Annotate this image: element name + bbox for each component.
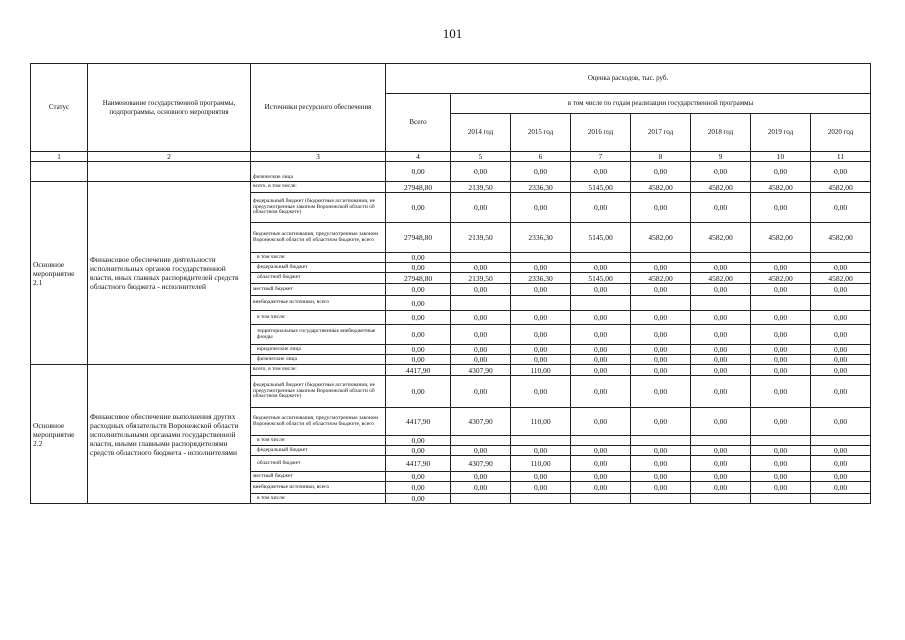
value-cell: 0,00	[811, 263, 871, 273]
source-cell: юридические лица	[251, 345, 386, 355]
value-cell: 4582,00	[631, 223, 691, 253]
value-cell	[451, 436, 511, 446]
value-cell: 0,00	[811, 162, 871, 182]
value-cell: 0,00	[691, 408, 751, 436]
value-cell: 0,00	[571, 408, 631, 436]
value-cell: 0,00	[571, 355, 631, 365]
value-cell	[631, 494, 691, 504]
budget-table	[30, 63, 871, 504]
header-year: 2018 год	[691, 114, 751, 152]
source-cell: бюджетные ассигнования, предусмотренные законом Воронежской области об областном бюджете, всего	[251, 223, 386, 253]
value-cell: 27948,80	[386, 182, 451, 193]
value-cell: 0,00	[811, 376, 871, 408]
value-cell	[511, 296, 571, 311]
value-cell: 4417,90	[386, 365, 451, 376]
value-cell	[571, 296, 631, 311]
value-cell: 0,00	[751, 482, 811, 494]
value-cell: 4582,00	[751, 182, 811, 193]
value-cell: 0,00	[751, 376, 811, 408]
value-cell: 0,00	[751, 325, 811, 345]
source-cell: федеральный бюджет (бюджетные ассигнования, не предусмотренные законом Воронежской области об областном бюджете)	[251, 193, 386, 223]
value-cell	[811, 296, 871, 311]
value-cell: 0,00	[691, 376, 751, 408]
source-cell: внебюджетные источники, всего	[251, 296, 386, 311]
value-cell: 4582,00	[631, 182, 691, 193]
value-cell: 4582,00	[811, 223, 871, 253]
source-cell: бюджетные ассигнования, предусмотренные законом Воронежской области об областном бюджете, всего	[251, 408, 386, 436]
value-cell: 0,00	[511, 345, 571, 355]
value-cell: 4307,90	[451, 408, 511, 436]
value-cell: 0,00	[386, 436, 451, 446]
value-cell: 0,00	[511, 472, 571, 482]
value-cell: 0,00	[571, 193, 631, 223]
table-row	[31, 162, 871, 182]
value-cell: 0,00	[811, 482, 871, 494]
value-cell: 0,00	[511, 446, 571, 456]
value-cell: 0,00	[691, 162, 751, 182]
value-cell: 110,00	[511, 408, 571, 436]
value-cell: 0,00	[511, 355, 571, 365]
value-cell: 0,00	[511, 482, 571, 494]
value-cell: 0,00	[571, 263, 631, 273]
value-cell: 0,00	[386, 376, 451, 408]
value-cell: 2139,50	[451, 223, 511, 253]
value-cell: 0,00	[631, 408, 691, 436]
status-cell: Основное мероприятие 2.2	[31, 365, 88, 504]
value-cell: 0,00	[451, 162, 511, 182]
value-cell: 0,00	[451, 345, 511, 355]
column-index-row	[31, 152, 871, 162]
value-cell: 0,00	[451, 376, 511, 408]
value-cell: 0,00	[691, 345, 751, 355]
source-cell: местный бюджет	[251, 472, 386, 482]
value-cell: 0,00	[571, 311, 631, 325]
value-cell: 0,00	[386, 284, 451, 296]
value-cell: 0,00	[811, 446, 871, 456]
value-cell	[751, 436, 811, 446]
value-cell: 27948,80	[386, 223, 451, 253]
name-cell: Финансовое обеспечение деятельности исполнительных органов государственной власти, иных главных распорядителей средств областного бюджета - исполнителей	[88, 182, 251, 365]
value-cell: 0,00	[751, 472, 811, 482]
table-row	[31, 182, 871, 193]
column-index: 7	[571, 152, 631, 162]
header-sources: Источники ресурсного обеспечения	[251, 64, 386, 152]
value-cell: 0,00	[751, 355, 811, 365]
value-cell: 0,00	[811, 355, 871, 365]
value-cell: 4417,90	[386, 456, 451, 472]
value-cell: 2139,50	[451, 273, 511, 284]
value-cell: 0,00	[811, 193, 871, 223]
value-cell: 0,00	[386, 193, 451, 223]
value-cell: 0,00	[386, 355, 451, 365]
value-cell: 4582,00	[811, 273, 871, 284]
value-cell: 4307,90	[451, 456, 511, 472]
value-cell: 0,00	[751, 284, 811, 296]
value-cell: 0,00	[631, 325, 691, 345]
value-cell: 4582,00	[751, 223, 811, 253]
value-cell: 4307,90	[451, 365, 511, 376]
value-cell: 0,00	[511, 376, 571, 408]
value-cell: 4582,00	[691, 273, 751, 284]
value-cell: 5145,00	[571, 273, 631, 284]
value-cell: 0,00	[631, 311, 691, 325]
column-index: 10	[751, 152, 811, 162]
value-cell: 4582,00	[691, 182, 751, 193]
column-index: 11	[811, 152, 871, 162]
value-cell: 0,00	[386, 472, 451, 482]
value-cell: 0,00	[631, 472, 691, 482]
value-cell: 0,00	[811, 311, 871, 325]
value-cell	[511, 253, 571, 263]
value-cell: 0,00	[571, 325, 631, 345]
value-cell: 0,00	[691, 263, 751, 273]
source-cell: внебюджетные источники, всего	[251, 482, 386, 494]
column-index: 3	[251, 152, 386, 162]
value-cell	[811, 436, 871, 446]
status-cell: Основное мероприятие 2.1	[31, 182, 88, 365]
source-cell: физические лица	[251, 355, 386, 365]
value-cell: 0,00	[811, 325, 871, 345]
value-cell: 0,00	[511, 284, 571, 296]
value-cell: 0,00	[631, 162, 691, 182]
source-cell: физические лица	[251, 162, 386, 182]
value-cell: 0,00	[811, 408, 871, 436]
value-cell: 0,00	[751, 193, 811, 223]
value-cell	[751, 296, 811, 311]
value-cell: 0,00	[571, 376, 631, 408]
header-name: Наименование государственной программы, подпрограммы, основного мероприятия	[88, 64, 251, 152]
value-cell: 0,00	[451, 482, 511, 494]
value-cell	[691, 494, 751, 504]
value-cell: 0,00	[631, 482, 691, 494]
value-cell: 0,00	[386, 296, 451, 311]
value-cell: 0,00	[571, 345, 631, 355]
value-cell	[631, 436, 691, 446]
value-cell: 0,00	[386, 345, 451, 355]
value-cell: 0,00	[386, 325, 451, 345]
value-cell: 0,00	[751, 345, 811, 355]
value-cell: 0,00	[451, 284, 511, 296]
value-cell: 110,00	[511, 456, 571, 472]
value-cell	[751, 494, 811, 504]
value-cell: 4582,00	[631, 273, 691, 284]
value-cell	[511, 494, 571, 504]
column-index: 4	[386, 152, 451, 162]
source-cell: в том числе:	[251, 253, 386, 263]
header-by-years: в том числе по годам реализации государственной программы	[451, 94, 871, 114]
name-cell: Финансовое обеспечение выполнения других расходных обязательств Воронежской области исполнительными органами государственной власти, иными главными распорядителями средств областного бюджета - исполнителями	[88, 365, 251, 504]
value-cell	[451, 494, 511, 504]
table-body	[31, 152, 871, 504]
source-cell: в том числе:	[251, 494, 386, 504]
value-cell: 0,00	[631, 345, 691, 355]
value-cell: 0,00	[511, 263, 571, 273]
value-cell: 0,00	[631, 446, 691, 456]
value-cell: 0,00	[511, 311, 571, 325]
value-cell: 2336,30	[511, 273, 571, 284]
value-cell: 0,00	[691, 325, 751, 345]
value-cell: 2336,30	[511, 223, 571, 253]
value-cell: 0,00	[751, 446, 811, 456]
value-cell	[631, 296, 691, 311]
value-cell: 0,00	[386, 263, 451, 273]
value-cell: 0,00	[631, 456, 691, 472]
value-cell	[691, 296, 751, 311]
value-cell: 0,00	[751, 365, 811, 376]
value-cell: 0,00	[751, 311, 811, 325]
value-cell: 0,00	[386, 482, 451, 494]
column-index: 5	[451, 152, 511, 162]
value-cell	[571, 436, 631, 446]
value-cell: 4582,00	[691, 223, 751, 253]
source-cell: федеральный бюджет	[251, 446, 386, 456]
value-cell: 0,00	[691, 472, 751, 482]
value-cell: 0,00	[691, 482, 751, 494]
value-cell: 0,00	[811, 472, 871, 482]
source-cell: федеральный бюджет (бюджетные ассигнования, не предусмотренные законом Воронежской области об областном бюджете)	[251, 376, 386, 408]
value-cell: 0,00	[811, 345, 871, 355]
value-cell: 0,00	[511, 162, 571, 182]
value-cell: 0,00	[811, 284, 871, 296]
source-cell: территориальные государственные внебюджетные фонды	[251, 325, 386, 345]
header-year: 2019 год	[751, 114, 811, 152]
header-year: 2014 год	[451, 114, 511, 152]
value-cell: 0,00	[691, 456, 751, 472]
value-cell: 0,00	[571, 472, 631, 482]
value-cell: 0,00	[691, 311, 751, 325]
value-cell: 0,00	[451, 325, 511, 345]
column-index: 2	[88, 152, 251, 162]
value-cell: 5145,00	[571, 182, 631, 193]
value-cell: 0,00	[631, 365, 691, 376]
value-cell: 0,00	[691, 284, 751, 296]
source-cell: всего, в том числе:	[251, 365, 386, 376]
value-cell: 0,00	[751, 408, 811, 436]
column-index: 8	[631, 152, 691, 162]
value-cell	[811, 494, 871, 504]
name-cell-empty	[88, 162, 251, 182]
value-cell	[511, 436, 571, 446]
value-cell: 0,00	[386, 162, 451, 182]
value-cell: 2336,30	[511, 182, 571, 193]
value-cell: 0,00	[631, 355, 691, 365]
value-cell: 0,00	[691, 365, 751, 376]
value-cell: 0,00	[811, 456, 871, 472]
value-cell: 0,00	[631, 284, 691, 296]
value-cell: 0,00	[386, 494, 451, 504]
value-cell	[451, 296, 511, 311]
source-cell: в том числе:	[251, 311, 386, 325]
header-status: Статус	[31, 64, 88, 152]
value-cell: 5145,00	[571, 223, 631, 253]
value-cell: 4417,90	[386, 408, 451, 436]
value-cell: 0,00	[451, 193, 511, 223]
table-row	[31, 365, 871, 376]
source-cell: всего, в том числе:	[251, 182, 386, 193]
value-cell: 0,00	[691, 446, 751, 456]
value-cell: 0,00	[571, 456, 631, 472]
value-cell: 110,00	[511, 365, 571, 376]
value-cell: 0,00	[451, 263, 511, 273]
column-index: 6	[511, 152, 571, 162]
header-year: 2017 год	[631, 114, 691, 152]
value-cell	[691, 436, 751, 446]
value-cell	[691, 253, 751, 263]
value-cell: 0,00	[631, 193, 691, 223]
value-cell	[451, 253, 511, 263]
value-cell: 0,00	[751, 456, 811, 472]
source-cell: областной бюджет	[251, 456, 386, 472]
value-cell: 0,00	[511, 193, 571, 223]
value-cell: 0,00	[691, 355, 751, 365]
value-cell: 0,00	[571, 162, 631, 182]
value-cell: 27948,80	[386, 273, 451, 284]
page-number: 101	[442, 26, 463, 41]
value-cell: 4582,00	[811, 182, 871, 193]
value-cell: 0,00	[451, 446, 511, 456]
value-cell: 0,00	[631, 376, 691, 408]
value-cell	[571, 494, 631, 504]
value-cell: 0,00	[386, 311, 451, 325]
header-total: Всего	[386, 94, 451, 152]
source-cell: областной бюджет	[251, 273, 386, 284]
value-cell	[751, 253, 811, 263]
source-cell: местный бюджет	[251, 284, 386, 296]
value-cell: 0,00	[811, 365, 871, 376]
value-cell: 0,00	[386, 253, 451, 263]
value-cell	[811, 253, 871, 263]
value-cell: 4582,00	[751, 273, 811, 284]
value-cell: 0,00	[451, 472, 511, 482]
value-cell: 0,00	[571, 446, 631, 456]
value-cell: 2139,50	[451, 182, 511, 193]
value-cell: 0,00	[751, 162, 811, 182]
value-cell: 0,00	[691, 193, 751, 223]
header-year: 2016 год	[571, 114, 631, 152]
value-cell: 0,00	[386, 446, 451, 456]
header-year: 2020 год	[811, 114, 871, 152]
value-cell: 0,00	[571, 365, 631, 376]
value-cell: 0,00	[571, 482, 631, 494]
header-estimate: Оценка расходов, тыс. руб.	[386, 64, 871, 94]
status-cell-empty	[31, 162, 88, 182]
column-index: 1	[31, 152, 88, 162]
value-cell	[631, 253, 691, 263]
value-cell	[571, 253, 631, 263]
value-cell: 0,00	[751, 263, 811, 273]
source-cell: в том числе:	[251, 436, 386, 446]
value-cell: 0,00	[571, 284, 631, 296]
value-cell: 0,00	[511, 325, 571, 345]
header-year: 2015 год	[511, 114, 571, 152]
column-index: 9	[691, 152, 751, 162]
value-cell: 0,00	[631, 263, 691, 273]
value-cell: 0,00	[451, 311, 511, 325]
value-cell: 0,00	[451, 355, 511, 365]
source-cell: федеральный бюджет	[251, 263, 386, 273]
